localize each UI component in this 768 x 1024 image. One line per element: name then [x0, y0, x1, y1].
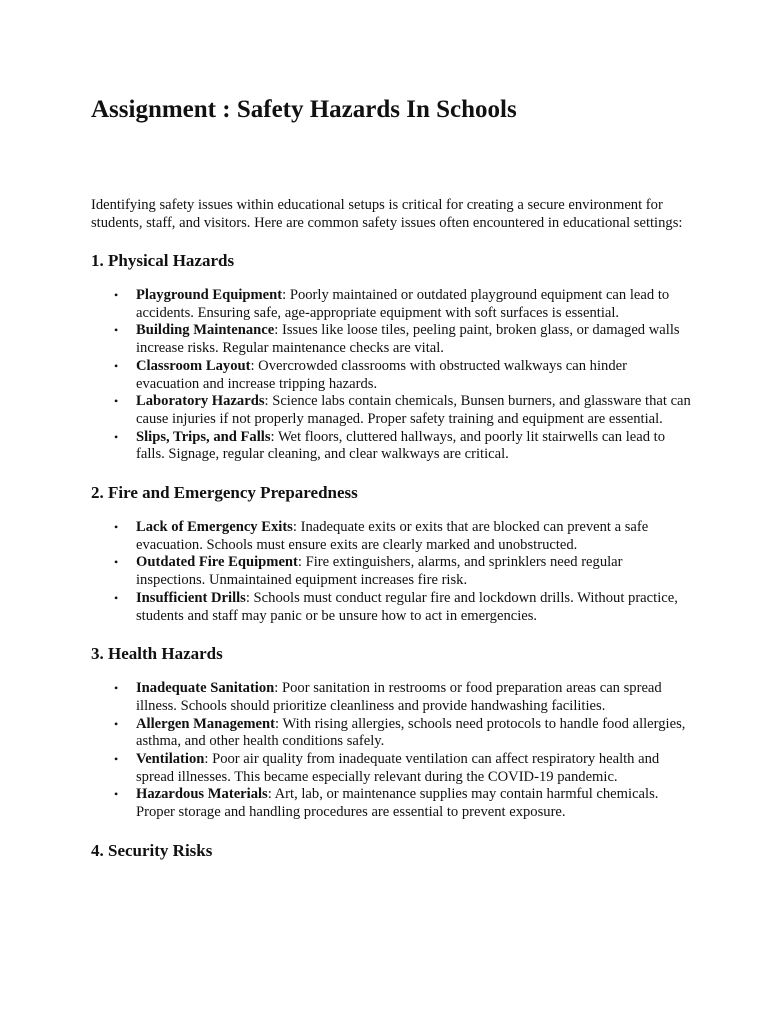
bullet-icon: • [114, 394, 119, 409]
bullet-icon: • [114, 716, 119, 731]
item-description: : With rising allergies, schools need protocols to handle food allergies, asthma, and other health conditions safely. [136, 715, 686, 750]
sections-container [91, 250, 691, 862]
bullet-icon: • [114, 787, 119, 802]
list-item [114, 322, 691, 357]
section-list [91, 680, 691, 822]
section-heading: 4. Security Risks [91, 840, 213, 860]
item-term: Insufficient Drills [136, 589, 246, 606]
list-item [114, 751, 691, 786]
item-description: : Overcrowded classrooms with obstructed walkways can hinder evacuation and increase tripping hazards. [136, 357, 627, 392]
section-heading: 1. Physical Hazards [91, 251, 235, 270]
page-title: Assignment : Safety Hazards In Schools [91, 96, 517, 123]
item-term: Inadequate Sanitation [136, 680, 275, 697]
list-item [114, 287, 691, 322]
item-description: : Schools must conduct regular fire and lockdown drills. Without practice, students and staff may panic or be unsure how to act in emergencies. [136, 589, 678, 624]
item-term: Outdated Fire Equipment [136, 554, 298, 571]
item-description: : Inadequate exits or exits that are blocked can prevent a safe evacuation. Schools must ensure exits are clearly marked and unobstructed. [136, 519, 649, 553]
list-item [114, 715, 691, 751]
list-item [114, 428, 691, 464]
item-term: Allergen Management [136, 715, 276, 732]
intro-paragraph: Identifying safety issues within educational setups is critical for creating a secure environment for students, staff, and visitors. Here are common safety issues often encountered in educational settings: [91, 197, 683, 231]
section-list [91, 287, 691, 464]
document-page [91, 94, 691, 862]
item-description: : Poor air quality from inadequate ventilation can affect respiratory health and spread illnesses. This became especially relevant during the COVID-19 pandemic. [136, 751, 660, 785]
section-heading: 3. Health Hazards [91, 644, 223, 664]
bullet-icon: • [114, 681, 119, 696]
item-description: : Science labs contain chemicals, Bunsen burners, and glassware that can cause injuries if not properly managed. Proper safety training and equipment are essential. [136, 393, 691, 427]
list-item [114, 357, 691, 393]
list-item [114, 554, 691, 589]
item-description: : Poorly maintained or outdated playground equipment can lead to accidents. Ensuring safe, age-appropriate equipment with soft surfaces is essential. [136, 287, 670, 321]
section-heading: 2. Fire and Emergency Preparedness [91, 483, 358, 503]
list-item [114, 680, 691, 715]
item-term: Lack of Emergency Exits [136, 519, 293, 536]
section-list [91, 519, 691, 625]
list-item [114, 589, 691, 625]
bullet-icon: • [114, 429, 119, 444]
bullet-icon: • [114, 590, 119, 605]
item-term: Classroom Layout [136, 357, 251, 374]
item-term: Building Maintenance [136, 322, 275, 339]
bullet-icon: • [114, 520, 119, 535]
item-description: : Fire extinguishers, alarms, and sprinklers need regular inspections. Unmaintained equipment increases fire risk. [136, 554, 623, 589]
item-term: Laboratory Hazards [136, 393, 265, 410]
list-item [114, 393, 691, 428]
item-description: : Poor sanitation in restrooms or food preparation areas can spread illness. Schools should prioritize cleanliness and provide handwashing facilities. [136, 680, 662, 714]
item-description: : Art, lab, or maintenance supplies may contain harmful chemicals. Proper storage and handling procedures are essential to prevent exposure. [136, 786, 659, 821]
item-term: Slips, Trips, and Falls [136, 428, 271, 445]
item-description: : Issues like loose tiles, peeling paint, broken glass, or damaged walls increase risks. Regular maintenance checks are vital. [136, 322, 680, 357]
bullet-icon: • [114, 752, 119, 767]
list-item [114, 519, 691, 554]
item-term: Playground Equipment [136, 287, 283, 303]
bullet-icon: • [114, 555, 119, 570]
item-term: Hazardous Materials [136, 786, 268, 803]
bullet-icon: • [114, 288, 119, 302]
item-description: : Wet floors, cluttered hallways, and poorly lit stairwells can lead to falls. Signage, regular cleaning, and clear walkways are critical. [136, 428, 666, 463]
list-item [114, 786, 691, 821]
item-term: Ventilation [136, 751, 205, 768]
bullet-icon: • [114, 358, 119, 373]
bullet-icon: • [114, 323, 119, 338]
